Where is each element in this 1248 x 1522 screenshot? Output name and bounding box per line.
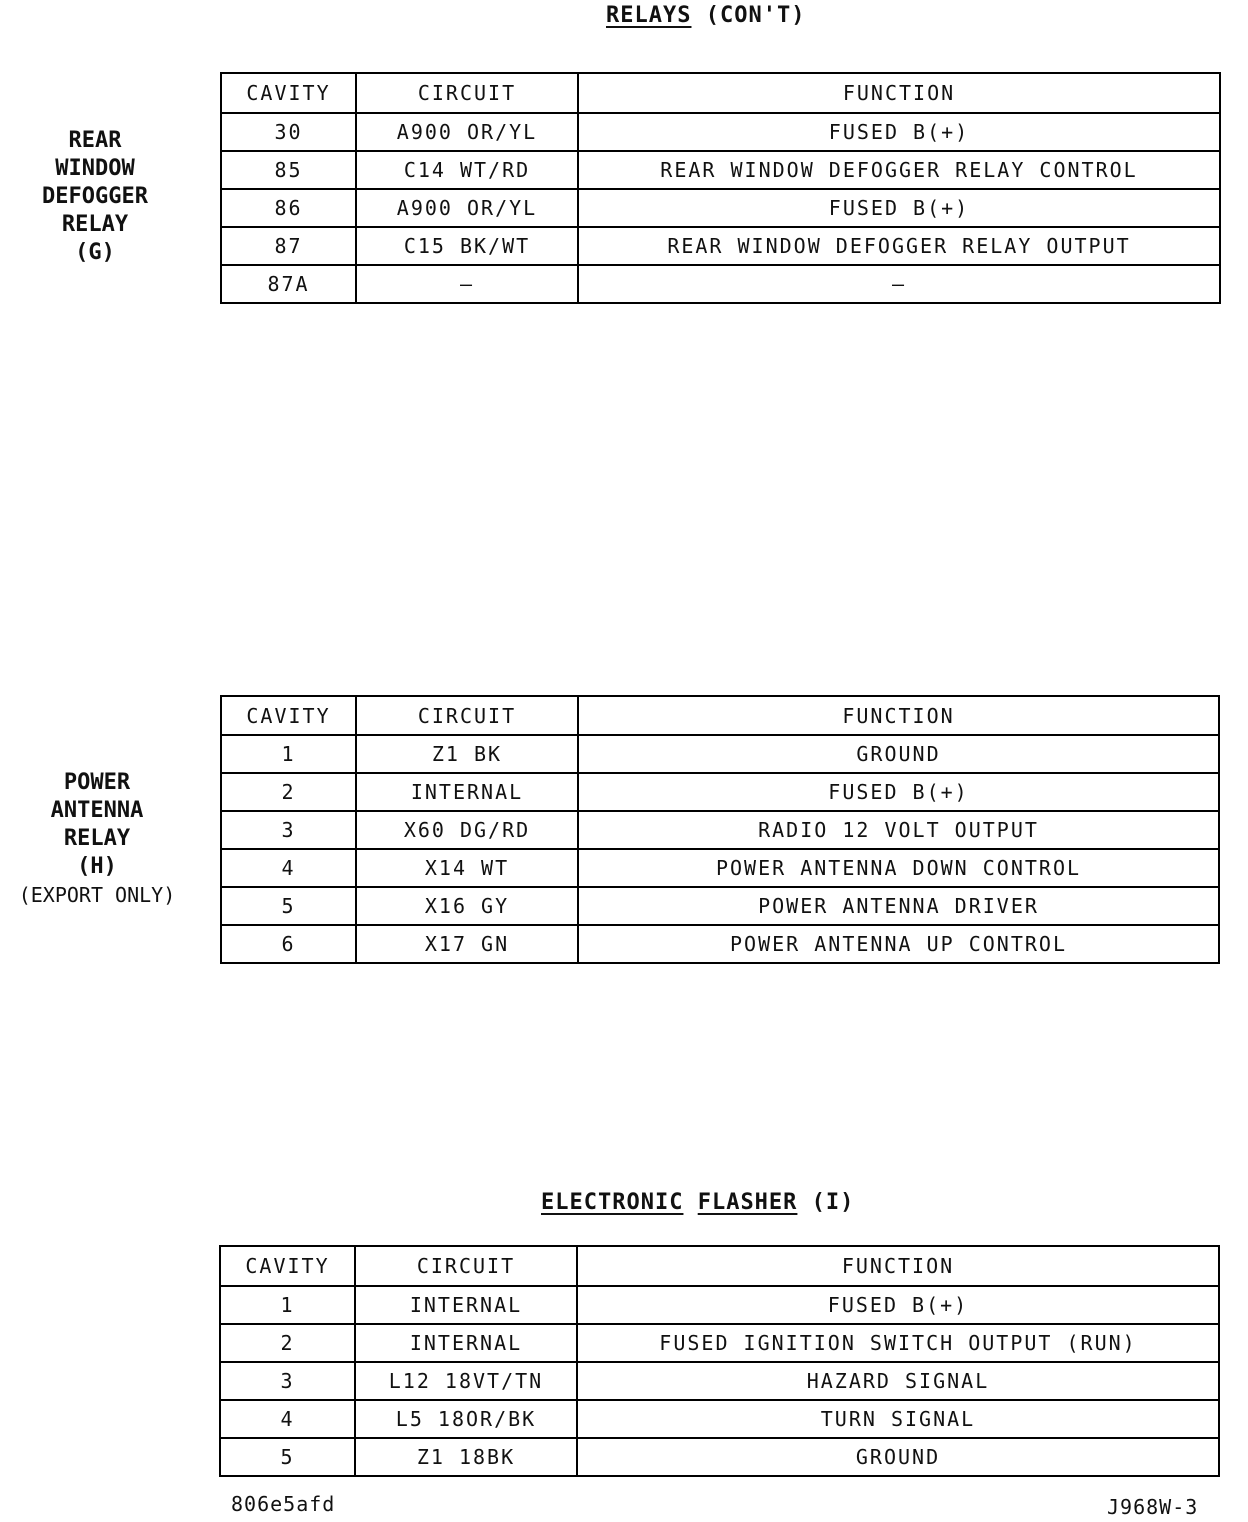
cell-cavity: 4 <box>221 849 356 887</box>
cell-function: FUSED B(+) <box>578 189 1220 227</box>
cell-circuit: X16 GY <box>356 887 578 925</box>
header-circuit: CIRCUIT <box>355 1246 577 1286</box>
header-cavity: CAVITY <box>220 1246 355 1286</box>
header-circuit: CIRCUIT <box>356 73 578 113</box>
table-power-antenna-relay <box>220 695 1220 964</box>
cell-function: GROUND <box>578 735 1219 773</box>
cell-circuit: L5 18OR/BK <box>355 1400 577 1438</box>
table-row <box>221 189 1220 227</box>
cell-function: FUSED IGNITION SWITCH OUTPUT (RUN) <box>577 1324 1219 1362</box>
cell-function: POWER ANTENNA UP CONTROL <box>578 925 1219 963</box>
label-line: (G) <box>75 240 115 265</box>
cell-cavity: 2 <box>220 1324 355 1362</box>
section-label-rear-window-defogger <box>20 127 170 267</box>
header-cavity: CAVITY <box>221 73 356 113</box>
table-header-row <box>221 73 1220 113</box>
cell-circuit: – <box>356 265 578 303</box>
header-function: FUNCTION <box>577 1246 1219 1286</box>
cell-function: FUSED B(+) <box>577 1286 1219 1324</box>
footer-left-code: 806e5afd <box>231 1492 336 1516</box>
label-line: RELAY <box>61 212 129 237</box>
header-cavity: CAVITY <box>221 696 356 735</box>
title-suffix: (I) <box>811 1190 855 1215</box>
cell-function: FUSED B(+) <box>578 113 1220 151</box>
cell-circuit: X14 WT <box>356 849 578 887</box>
cell-function: – <box>578 265 1220 303</box>
label-subtitle: (EXPORT ONLY) <box>18 883 176 907</box>
cell-circuit: X60 DG/RD <box>356 811 578 849</box>
header-function: FUNCTION <box>578 696 1219 735</box>
section-label-power-antenna <box>0 769 194 909</box>
header-function: FUNCTION <box>578 73 1220 113</box>
cell-cavity: 30 <box>221 113 356 151</box>
label-line: WINDOW <box>55 156 135 181</box>
cell-circuit: C14 WT/RD <box>356 151 578 189</box>
cell-cavity: 1 <box>220 1286 355 1324</box>
cell-function: RADIO 12 VOLT OUTPUT <box>578 811 1219 849</box>
cell-circuit: INTERNAL <box>355 1324 577 1362</box>
table-row <box>221 811 1219 849</box>
cell-cavity: 87 <box>221 227 356 265</box>
cell-circuit: C15 BK/WT <box>356 227 578 265</box>
table-row <box>221 773 1219 811</box>
cell-cavity: 6 <box>221 925 356 963</box>
table-row <box>221 925 1219 963</box>
table-row <box>221 849 1219 887</box>
cell-circuit: Z1 BK <box>356 735 578 773</box>
cell-cavity: 3 <box>221 811 356 849</box>
page-title-main: RELAYS <box>606 3 692 28</box>
table-row <box>220 1438 1219 1476</box>
cell-cavity: 85 <box>221 151 356 189</box>
table-header-row <box>220 1246 1219 1286</box>
cell-circuit: INTERNAL <box>356 773 578 811</box>
cell-cavity: 4 <box>220 1400 355 1438</box>
cell-cavity: 87A <box>221 265 356 303</box>
cell-cavity: 5 <box>220 1438 355 1476</box>
cell-cavity: 2 <box>221 773 356 811</box>
cell-cavity: 5 <box>221 887 356 925</box>
cell-function: HAZARD SIGNAL <box>577 1362 1219 1400</box>
table-row <box>221 735 1219 773</box>
title-word: ELECTRONIC <box>541 1190 684 1215</box>
cell-circuit: A900 OR/YL <box>356 189 578 227</box>
cell-circuit: X17 GN <box>356 925 578 963</box>
cell-function: GROUND <box>577 1438 1219 1476</box>
table-row <box>221 887 1219 925</box>
section-title-electronic-flasher <box>541 1190 854 1215</box>
cell-function: POWER ANTENNA DOWN CONTROL <box>578 849 1219 887</box>
label-line: POWER <box>63 770 131 795</box>
cell-function: TURN SIGNAL <box>577 1400 1219 1438</box>
label-line: ANTENNA <box>50 798 144 823</box>
table-row <box>220 1286 1219 1324</box>
table-row <box>220 1324 1219 1362</box>
table-row <box>220 1362 1219 1400</box>
label-line: RELAY <box>63 826 131 851</box>
footer-right-code: J968W-3 <box>1107 1495 1199 1519</box>
table-row <box>221 113 1220 151</box>
table-row <box>221 227 1220 265</box>
cell-function: REAR WINDOW DEFOGGER RELAY CONTROL <box>578 151 1220 189</box>
table-row <box>221 151 1220 189</box>
cell-circuit: L12 18VT/TN <box>355 1362 577 1400</box>
cell-cavity: 86 <box>221 189 356 227</box>
table-electronic-flasher <box>219 1245 1220 1477</box>
label-line: DEFOGGER <box>42 184 148 209</box>
page-title <box>606 3 805 28</box>
cell-circuit: A900 OR/YL <box>356 113 578 151</box>
cell-cavity: 1 <box>221 735 356 773</box>
cell-function: REAR WINDOW DEFOGGER RELAY OUTPUT <box>578 227 1220 265</box>
cell-circuit: INTERNAL <box>355 1286 577 1324</box>
table-rear-window-defogger-relay <box>220 72 1221 304</box>
label-line: REAR <box>68 128 122 153</box>
table-row <box>220 1400 1219 1438</box>
table-row <box>221 265 1220 303</box>
table-header-row <box>221 696 1219 735</box>
cell-cavity: 3 <box>220 1362 355 1400</box>
title-word: FLASHER <box>697 1190 798 1215</box>
cell-function: FUSED B(+) <box>578 773 1219 811</box>
header-circuit: CIRCUIT <box>356 696 578 735</box>
page-title-suffix: (CON'T) <box>705 3 806 28</box>
label-line: (H) <box>77 854 117 879</box>
cell-function: POWER ANTENNA DRIVER <box>578 887 1219 925</box>
cell-circuit: Z1 18BK <box>355 1438 577 1476</box>
